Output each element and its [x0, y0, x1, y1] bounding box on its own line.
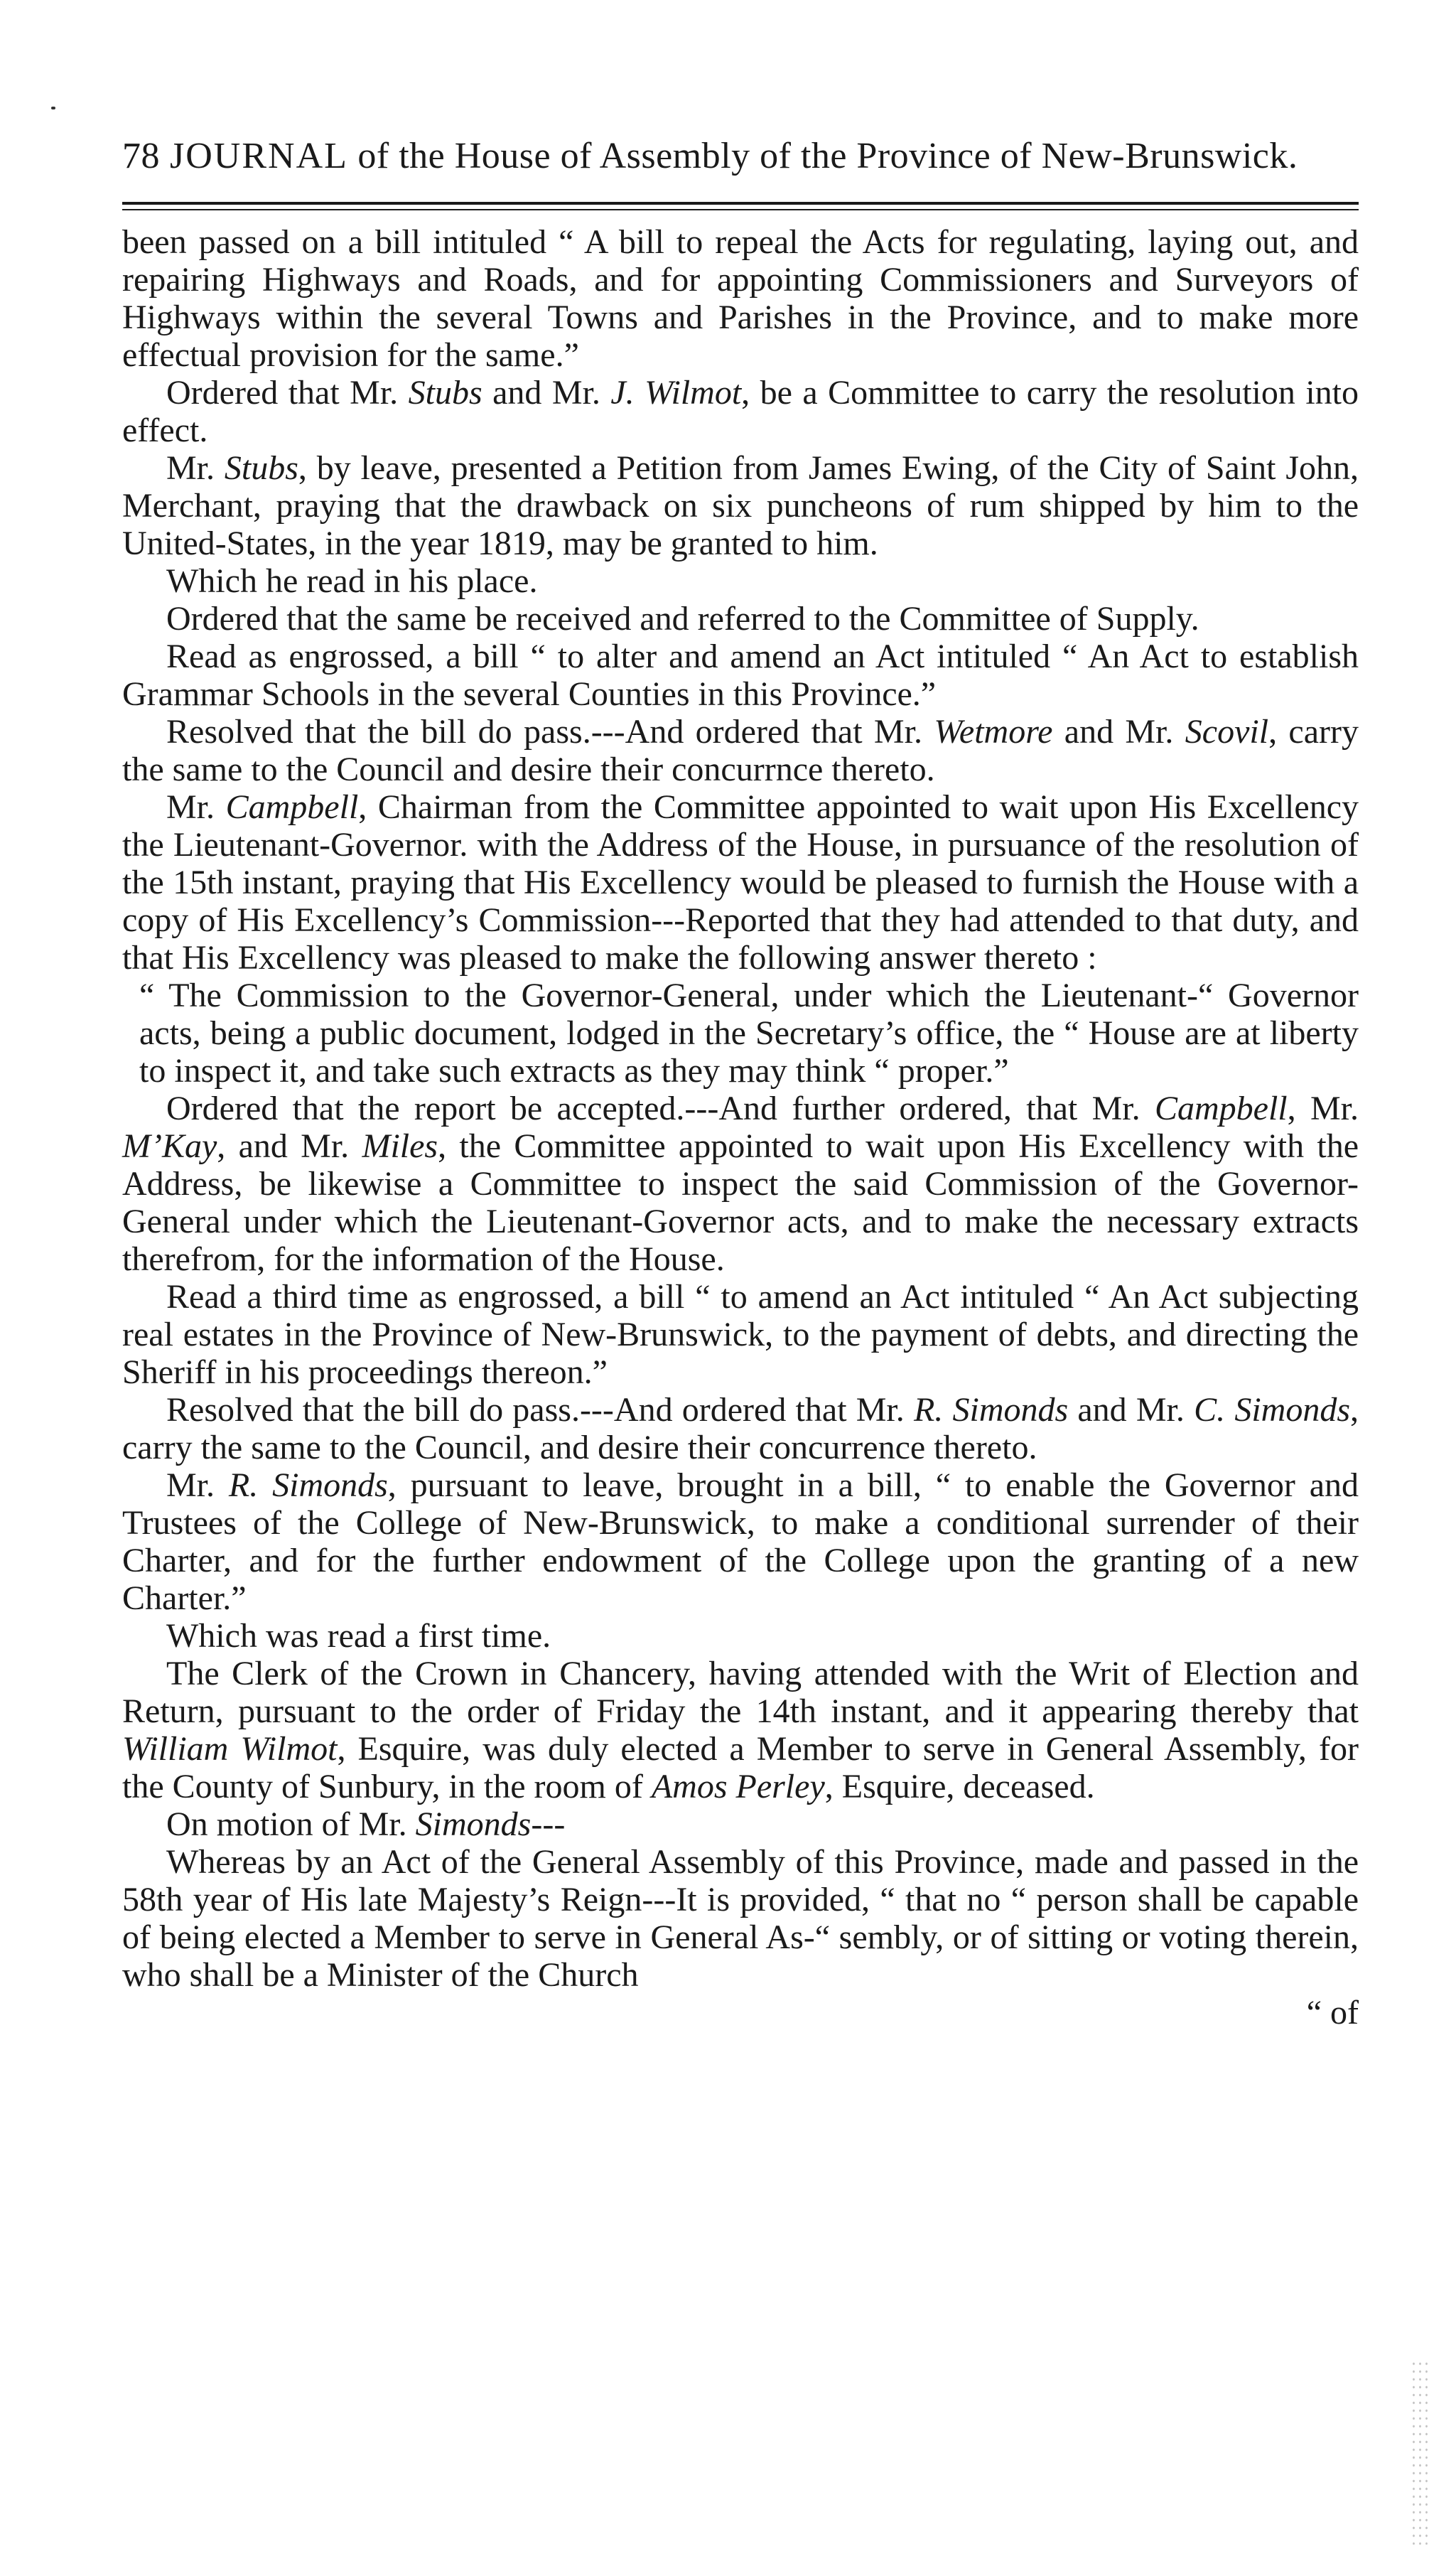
text-run: Mr. [166, 1466, 229, 1504]
paragraph [122, 1278, 1359, 1391]
margin-speck [51, 107, 55, 109]
paragraph [122, 638, 1359, 713]
text-run: , Mr. [1287, 1090, 1359, 1127]
text-run: Ordered that the same be received and referred to the Committee of Supply. [166, 600, 1199, 638]
page-header [122, 135, 1359, 178]
text-run: , carry the same to the Council and desire their concurrnce thereto. [122, 713, 1359, 788]
catchword: “ of [1306, 1994, 1359, 2031]
paragraph [122, 977, 1359, 1090]
journal-page [122, 135, 1359, 2031]
text-run: Which he read in his place. [166, 562, 538, 600]
paragraph [122, 1466, 1359, 1617]
text-run: Mr. [166, 788, 226, 826]
text-run: been passed on a bill intituled “ A bill to repeal the Acts for regulating, laying out, and repairing Highways and Roads, and for appointing Commissioners and Surveyors of Highways within the several Towns and Parishes in the Province, and to make more effectual provision for the same.” [122, 223, 1359, 374]
body-text [122, 223, 1359, 1994]
italic-name: J. Wilmot [610, 374, 742, 412]
text-run: , and Mr. [217, 1127, 362, 1165]
italic-name: Campbell [1154, 1090, 1288, 1127]
paragraph [122, 1655, 1359, 1805]
paragraph [122, 449, 1359, 562]
paragraph [122, 600, 1359, 638]
margin-noise [1411, 2360, 1432, 2545]
paragraph [122, 1843, 1359, 1994]
italic-name: R. Simonds [913, 1391, 1069, 1429]
italic-name: Simonds [415, 1805, 532, 1843]
text-run: , Esquire, was duly elected a Member to serve in General Assembly, for the County of Sunbury, in the room of [122, 1730, 1359, 1805]
text-run: , Esquire, deceased. [824, 1768, 1095, 1805]
paragraph [122, 713, 1359, 788]
paragraph [122, 1617, 1359, 1655]
text-run: The Clerk of the Crown in Chancery, having attended with the Writ of Election and Return, pursuant to the order of Friday the 14th instant, and it appearing thereby that [122, 1655, 1359, 1730]
italic-name: Miles [362, 1127, 438, 1165]
italic-name: M’Kay [122, 1127, 217, 1165]
text-run: Read a third time as engrossed, a bill “ to amend an Act intituled “ An Act subjecting real estates in the Province of New-Brunswick, to the payment of debts, and directing the Sheriff in his proceedings thereon.” [122, 1278, 1359, 1391]
text-run: , carry the same to the Council, and desire their concurrence thereto. [122, 1391, 1359, 1466]
text-run: --- [531, 1805, 566, 1843]
italic-name: Amos Perley [651, 1768, 825, 1805]
paragraph [122, 562, 1359, 600]
paragraph [122, 1090, 1359, 1278]
text-run: Ordered that the report be accepted.---And further ordered, that Mr. [166, 1090, 1155, 1127]
text-run: and Mr. [482, 374, 611, 412]
text-run: , the Committee appointed to wait upon His Excellency with the Address, be likewise a Committee to inspect the said Commission of the Governor-General under which the Lieutenant-Governor acts, and to make the necessary extracts therefrom, for the information of the House. [122, 1127, 1359, 1278]
text-run: , be a Committee to carry the resolution into effect. [122, 374, 1359, 449]
text-run: Ordered that Mr. [166, 374, 409, 412]
text-run: Resolved that the bill do pass.---And ordered that Mr. [166, 713, 934, 751]
paragraph [122, 1391, 1359, 1466]
italic-name: R. Simonds [228, 1466, 388, 1504]
text-run: On motion of Mr. [166, 1805, 416, 1843]
paragraph [122, 223, 1359, 374]
italic-name: Stubs [408, 374, 482, 412]
paragraph [122, 1805, 1359, 1843]
italic-name: Stubs [224, 449, 298, 487]
italic-name: Scovil [1185, 713, 1269, 751]
text-run: Mr. [166, 449, 225, 487]
text-run: Which was read a first time. [166, 1617, 551, 1655]
text-run: and Mr. [1052, 713, 1185, 751]
italic-name: Campbell [225, 788, 359, 826]
paragraph [122, 374, 1359, 449]
header-rule-thick [122, 202, 1359, 205]
header-rule-thin [122, 209, 1359, 210]
text-run: Whereas by an Act of the General Assembly of this Province, made and passed in the 58th year of His late Majesty’s Reign---It is provided, “ that no “ person shall be capable of being elected a Member to serve in General As-“ sembly, or of sitting or voting therein, who shall be a Minister of the Church [122, 1843, 1359, 1994]
journal-title: JOURNAL [170, 136, 348, 176]
header-subtitle: of the House of Assembly of the Province of New-Brunswick. [357, 136, 1298, 176]
text-run: “ The Commission to the Governor-General, under which the Lieutenant-“ Governor acts, being a public document, lodged in the Secretary’s office, the “ House are at liberty to inspect it, and take such extracts as they may think “ proper.” [139, 977, 1359, 1090]
text-run: , by leave, presented a Petition from James Ewing, of the City of Saint John, Merchant, praying that the drawback on six puncheons of rum shipped by him to the United-States, in the year 1819, may be granted to him. [122, 449, 1359, 562]
italic-name: Wetmore [934, 713, 1053, 751]
text-run: , pursuant to leave, brought in a bill, “ to enable the Governor and Trustees of the College of New-Brunswick, to make a conditional surrender of their Charter, and for the further endowment of the College upon the granting of a new Charter.” [122, 1466, 1359, 1617]
text-run: Resolved that the bill do pass.---And ordered that Mr. [166, 1391, 914, 1429]
text-run: Read as engrossed, a bill “ to alter and amend an Act intituled “ An Act to establish Grammar Schools in the several Counties in this Province.” [122, 638, 1359, 713]
italic-name: William Wilmot [122, 1730, 338, 1768]
page-number: 78 [122, 136, 160, 176]
text-run: and Mr. [1068, 1391, 1195, 1429]
paragraph [122, 788, 1359, 977]
text-run: , Chairman from the Committee appointed to wait upon His Excellency the Lieutenant-Governor. with the Address of the House, in pursuance of the resolution of the 15th instant, praying that His Excellency would be pleased to furnish the House with a copy of His Excellency’s Commission---Reported that they had attended to that duty, and that His Excellency was pleased to make the following answer thereto : [122, 788, 1359, 977]
italic-name: C. Simonds [1194, 1391, 1350, 1429]
